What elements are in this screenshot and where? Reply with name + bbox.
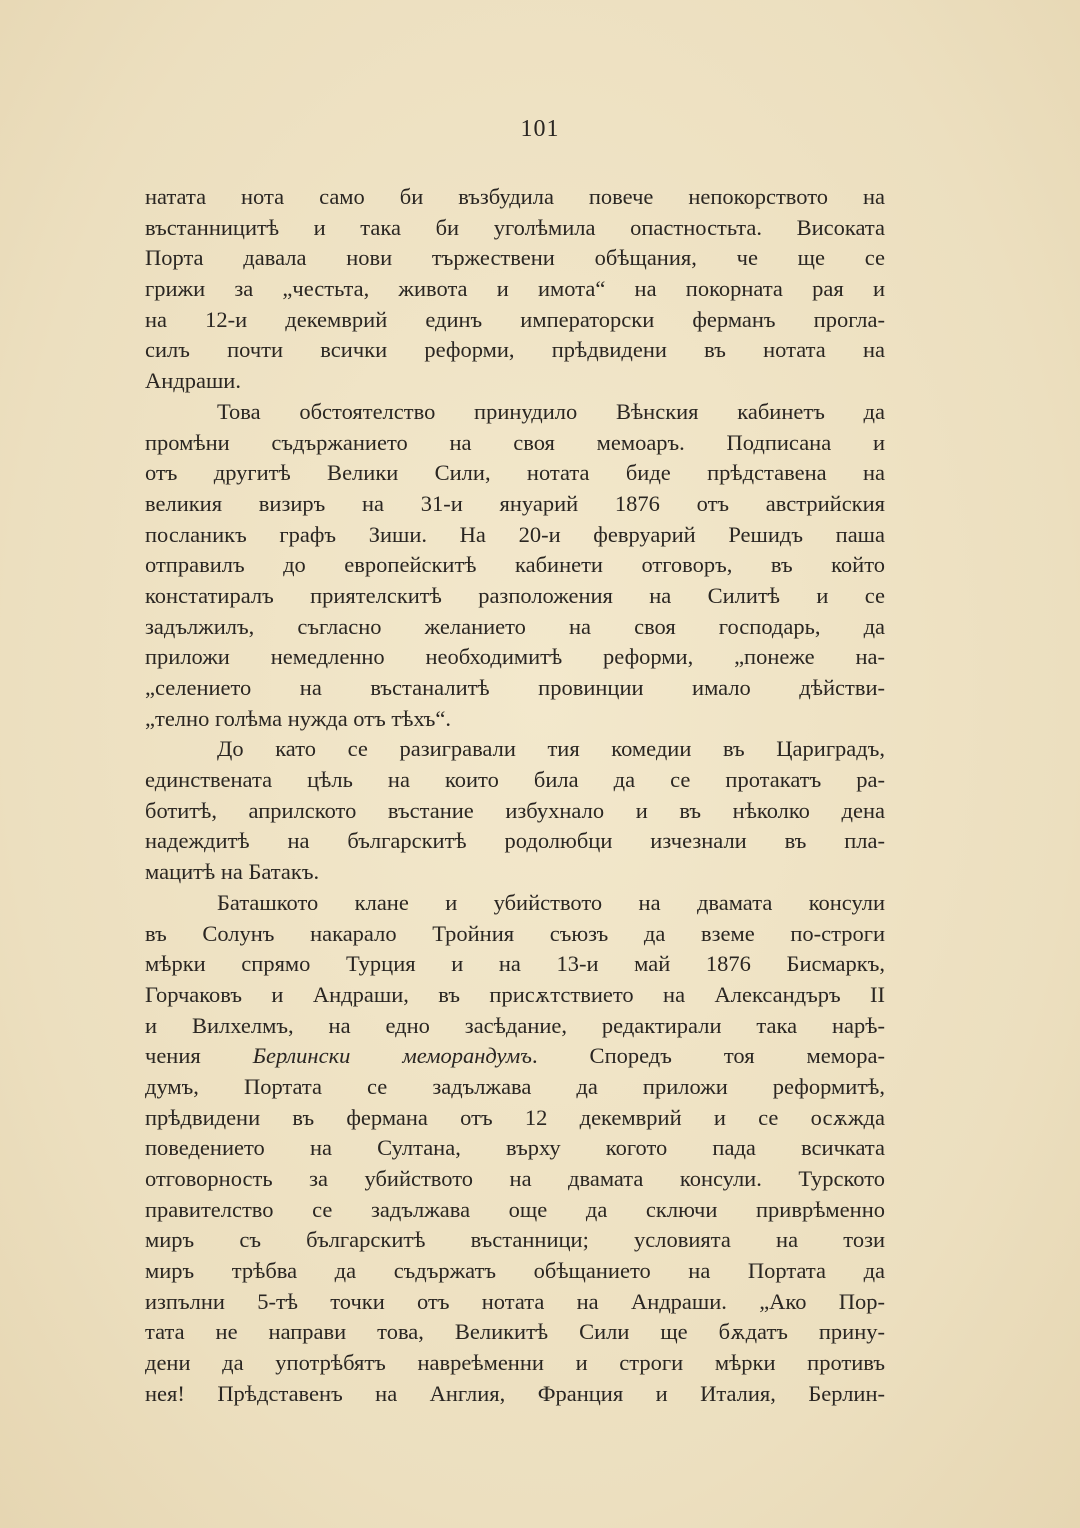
text-line: въ Солунъ накарало Тройния съюзъ да вземе по-строги — [145, 920, 885, 946]
text-line: отправилъ до европейскитѣ кабинети отговоръ, въ който — [145, 552, 885, 578]
text-line: великия визиръ на 31-и януарий 1876 отъ австрийския — [145, 490, 885, 516]
text-line: Андраши. — [145, 368, 241, 394]
italic-term: Берлински меморандумъ — [252, 1043, 532, 1069]
paragraph-continuation — [145, 1072, 885, 1410]
text-line: Порта давала нови тържествени обѣщания, че ще се — [145, 245, 885, 271]
text-line: грижи за „честьта, живота и имота“ на покорната рая и — [145, 276, 885, 302]
body-text — [145, 182, 885, 1410]
text-line: задължилъ, съгласно желанието на своя господарь, да — [145, 613, 885, 639]
text-line: „селението на въстаналитѣ провинции имало дѣйстви- — [145, 675, 885, 700]
text-line: на 12-и декемврий единъ императорски ферманъ прогла- — [145, 306, 885, 332]
paragraph — [145, 888, 885, 1041]
text-line: изпълни 5-тѣ точки отъ нотата на Андраши. „Ако Пор- — [145, 1288, 885, 1314]
text-run: . Споредъ тоя мемора- — [531, 1043, 885, 1069]
text-line: надеждитѣ на българскитѣ родолюбци изчезнали въ пла- — [145, 828, 885, 854]
text-line: силъ почти всички реформи, прѣдвидени въ нотата на — [145, 337, 885, 363]
text-line: единствената цѣль на които била да се протакатъ ра- — [145, 767, 885, 793]
text-line: ботитѣ, априлското въстание избухнало и въ нѣколко дена — [145, 797, 885, 823]
text-line: мацитѣ на Батакъ. — [145, 859, 320, 885]
text-line: миръ трѣбва да съдържатъ обѣщанието на Портата да — [145, 1258, 885, 1284]
text-line: правителство се задължава още да сключи приврѣменно — [145, 1196, 885, 1222]
text-line: посланикъ графъ Зиши. На 20-и февруарий Решидъ паша — [145, 521, 885, 547]
page-number: 101 — [520, 116, 560, 142]
text-line: тата не направи това, Великитѣ Сили ще бѫдатъ прину- — [145, 1319, 885, 1345]
text-line: отъ другитѣ Велики Сили, нотата биде прѣдставена на — [145, 460, 885, 486]
text-line: Горчаковъ и Андраши, въ присѫтствието на Александъръ II — [145, 981, 885, 1007]
text-line: думъ, Портата се задължава да приложи реформитѣ, — [145, 1073, 885, 1099]
text-line: „телно голѣма нужда отъ тѣхъ“. — [145, 705, 452, 731]
text-line: констатиралъ приятелскитѣ разположения на Силитѣ и се — [145, 582, 885, 608]
paragraph — [145, 182, 885, 397]
paragraph — [145, 1041, 885, 1409]
text-line: отговорность за убийството на двамата консули. Турското — [145, 1166, 885, 1191]
text-line: приложи немедленно необходимитѣ реформи, „понеже на- — [145, 644, 885, 670]
text-line: мѣрки спрямо Турция и на 13-и май 1876 Бисмаркъ, — [145, 951, 885, 977]
text-line: натата нота само би възбудила повече непокорството на — [145, 184, 885, 209]
text-line: прѣдвидени въ фермана отъ 12 декемврий и се осѫжда — [145, 1104, 885, 1130]
text-line: Това обстоятелство принудило Вѣнския кабинетъ да — [217, 398, 885, 424]
text-line: въстанницитѣ и така би уголѣмила опастностьта. Високата — [145, 214, 885, 240]
text-run: чения — [145, 1043, 253, 1069]
text-line: миръ съ българскитѣ въстанници; условията на този — [145, 1227, 885, 1253]
text-line: Баташкото клане и убийството на двамата консули — [217, 889, 885, 915]
text-line: поведението на Султана, върху когото пада всичката — [145, 1135, 885, 1161]
text-line: дени да употрѣбятъ навреѣменни и строги мѣрки противъ — [145, 1350, 885, 1376]
text-line: промѣни съдържанието на своя мемоаръ. Подписана и — [145, 429, 885, 455]
text-line: и Вилхелмъ, на едно засѣдание, редактирали така нарѣ- — [145, 1012, 885, 1038]
paragraph — [145, 397, 885, 735]
text-line: нея! Прѣдставенъ на Англия, Франция и Италия, Берлин- — [145, 1380, 885, 1406]
paragraph — [145, 734, 885, 887]
text-line — [145, 1041, 885, 1072]
text-line: До като се разигравали тия комедии въ Цариградъ, — [217, 736, 885, 762]
